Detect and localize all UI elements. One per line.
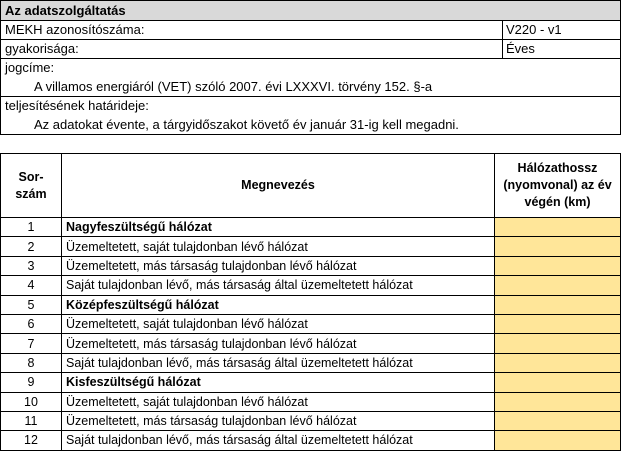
row-number: 10 xyxy=(1,392,62,411)
info-legal-basis xyxy=(1,59,620,97)
info-title: Az adatszolgáltatás xyxy=(1,1,620,21)
length-input-cell[interactable] xyxy=(495,218,621,237)
row-name: Üzemeltetett, saját tulajdonban lévő hálózat xyxy=(62,237,495,256)
legal-basis-label: jogcíme: xyxy=(5,60,55,75)
length-input-cell[interactable] xyxy=(495,373,621,392)
row-name: Üzemeltetett, saját tulajdonban lévő hálózat xyxy=(62,314,495,333)
row-number: 6 xyxy=(1,314,62,333)
row-name: Üzemeltetett, más társaság tulajdonban lévő hálózat xyxy=(62,334,495,353)
table-row xyxy=(1,295,621,314)
info-label: MEKH azonosítószáma: xyxy=(5,22,145,37)
length-input-cell[interactable] xyxy=(495,295,621,314)
length-input-cell[interactable] xyxy=(495,256,621,275)
row-name: Üzemeltetett, más társaság tulajdonban lévő hálózat xyxy=(62,411,495,430)
row-number: 7 xyxy=(1,334,62,353)
table-row xyxy=(1,276,621,295)
table-row xyxy=(1,353,621,372)
row-number: 8 xyxy=(1,353,62,372)
legal-basis-value: A villamos energiáról (VET) szóló 2007. évi LXXXVI. törvény 152. §-a xyxy=(34,79,433,94)
row-name: Nagyfeszültségű hálózat xyxy=(62,218,495,237)
table-row xyxy=(1,373,621,392)
length-input-cell[interactable] xyxy=(495,237,621,256)
row-number: 9 xyxy=(1,373,62,392)
table-row xyxy=(1,411,621,430)
table-row xyxy=(1,392,621,411)
info-value: V220 - v1 xyxy=(502,21,620,39)
table-row xyxy=(1,218,621,237)
row-name: Saját tulajdonban lévő, más társaság által üzemeltetett hálózat xyxy=(62,276,495,295)
table-row xyxy=(1,256,621,275)
length-input-cell[interactable] xyxy=(495,276,621,295)
deadline-value: Az adatokat évente, a tárgyidőszakot követő év január 31-ig kell megadni. xyxy=(34,117,459,132)
length-input-cell[interactable] xyxy=(495,431,621,450)
row-name: Középfeszültségű hálózat xyxy=(62,295,495,314)
row-number: 2 xyxy=(1,237,62,256)
data-table xyxy=(0,153,621,451)
table-row xyxy=(1,237,621,256)
length-input-cell[interactable] xyxy=(495,392,621,411)
row-number: 11 xyxy=(1,411,62,430)
info-deadline xyxy=(1,97,620,134)
table-header xyxy=(1,154,621,218)
info-label: gyakorisága: xyxy=(5,41,79,56)
row-number: 12 xyxy=(1,431,62,450)
row-name: Üzemeltetett, más társaság tulajdonban lévő hálózat xyxy=(62,256,495,275)
row-number: 4 xyxy=(1,276,62,295)
header-name: Megnevezés xyxy=(62,154,495,218)
header-length: Hálózathossz (nyomvonal) az év végén (km) xyxy=(495,154,621,218)
table-row xyxy=(1,334,621,353)
row-number: 5 xyxy=(1,295,62,314)
deadline-label: teljesítésének határideje: xyxy=(5,98,149,113)
row-name: Kisfeszültségű hálózat xyxy=(62,373,495,392)
table-row xyxy=(1,314,621,333)
row-name: Saját tulajdonban lévő, más társaság által üzemeltetett hálózat xyxy=(62,353,495,372)
length-input-cell[interactable] xyxy=(495,314,621,333)
table-row xyxy=(1,431,621,450)
row-number: 3 xyxy=(1,256,62,275)
length-input-cell[interactable] xyxy=(495,411,621,430)
row-name: Saját tulajdonban lévő, más társaság által üzemeltetett hálózat xyxy=(62,431,495,450)
row-name: Üzemeltetett, saját tulajdonban lévő hálózat xyxy=(62,392,495,411)
row-number: 1 xyxy=(1,218,62,237)
info-box xyxy=(0,0,621,135)
length-input-cell[interactable] xyxy=(495,353,621,372)
info-row-id xyxy=(1,21,620,40)
info-row-frequency xyxy=(1,40,620,59)
info-value: Éves xyxy=(502,40,620,58)
header-row-number: Sor- szám xyxy=(1,154,62,218)
length-input-cell[interactable] xyxy=(495,334,621,353)
